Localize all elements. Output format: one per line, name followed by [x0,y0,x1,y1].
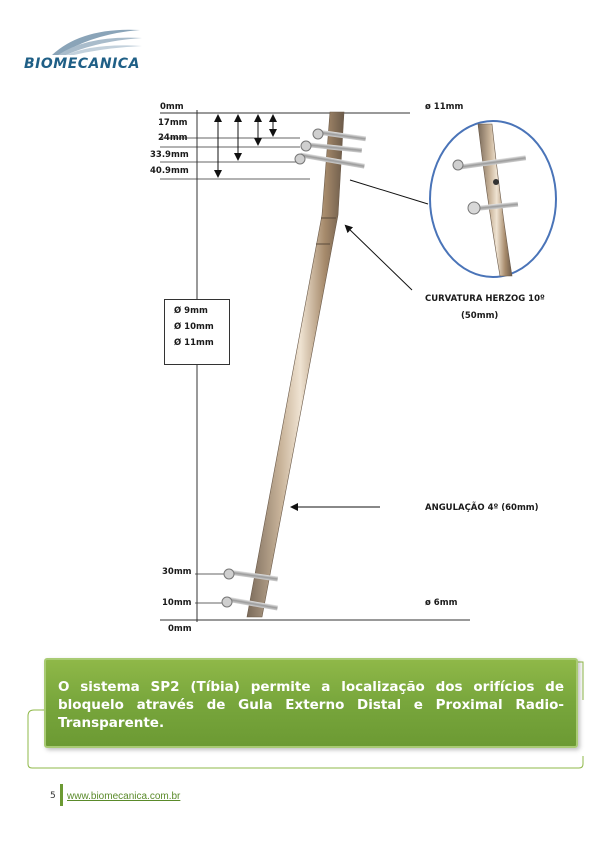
curvature-length: (50mm) [461,311,499,321]
label-30mm: 30mm [162,567,192,577]
label-24mm: 24mm [158,133,188,143]
banner-text: O sistema SP2 (Tíbia) permite a localização dos orifícios de bloquelo através de Gula Externo Distal e Proximal Radio-Transparente. [58,679,564,731]
footer-divider [60,784,63,806]
label-0mm: 0mm [160,102,184,112]
label-33-9mm: 33.9mm [150,150,189,160]
label-bottom-0mm: 0mm [168,624,192,634]
tibial-nail [247,112,344,617]
diameter-option: Ø 11mm [174,338,214,348]
diameter-options-box [164,299,230,365]
curvature-label: CURVATURA HERZOG 10º [425,294,545,304]
label-top-diameter: ø 11mm [425,102,464,112]
info-banner [44,658,578,748]
diameter-option: Ø 9mm [174,306,208,316]
label-bottom-diameter: ø 6mm [425,598,458,608]
zoom-hole-icon [493,179,499,185]
curvature-arrow [346,226,412,290]
label-17mm: 17mm [158,118,188,128]
page-number: 5 [50,791,56,801]
zoom-pointer-line [350,180,428,204]
label-40-9mm: 40.9mm [150,166,189,176]
website-link[interactable]: www.biomecanica.com.br [67,791,181,802]
diameter-option: Ø 10mm [174,322,214,332]
label-10mm: 10mm [162,598,192,608]
logo-text: BIOMECANICA [24,56,140,72]
angulation-label: ANGULAÇÃO 4º (60mm) [425,503,539,513]
